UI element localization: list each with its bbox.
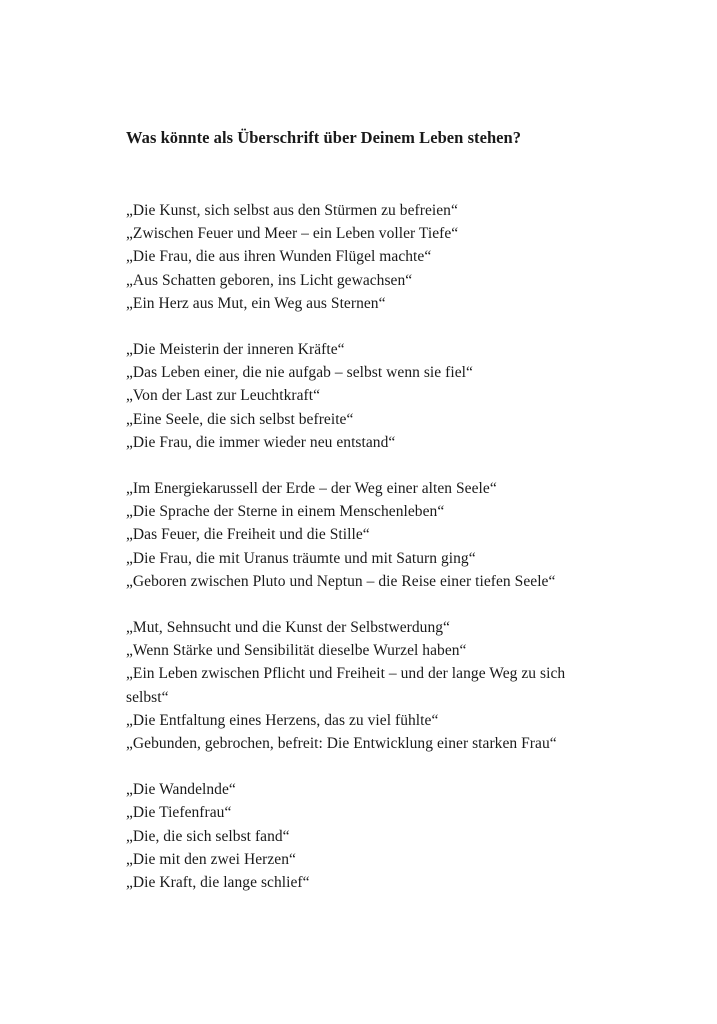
suggestion-line: „Das Leben einer, die nie aufgab – selbst wenn sie fiel“ (126, 364, 473, 382)
suggestion-line: „Die Entfaltung eines Herzens, das zu viel fühlte“ (126, 711, 439, 729)
suggestion-line: „Von der Last zur Leuchtkraft“ (126, 387, 321, 405)
suggestion-line: „Die Frau, die immer wieder neu entstand“ (126, 433, 396, 451)
suggestion-line: „Das Feuer, die Freiheit und die Stille“ (126, 526, 370, 544)
suggestion-line: „Wenn Stärke und Sensibilität dieselbe Wurzel haben“ (126, 642, 467, 660)
suggestion-line: „Ein Herz aus Mut, ein Weg aus Sternen“ (126, 294, 386, 312)
suggestion-line: „Die Meisterin der inneren Kräfte“ (126, 341, 345, 359)
suggestion-line: „Zwischen Feuer und Meer – ein Leben voller Tiefe“ (126, 225, 459, 243)
suggestion-line: „Die, die sich selbst fand“ (126, 827, 290, 845)
suggestion-line: „Im Energiekarussell der Erde – der Weg einer alten Seele“ (126, 480, 497, 498)
suggestion-line: „Die Frau, die mit Uranus träumte und mit Saturn ging“ (126, 549, 476, 567)
suggestion-line: „Eine Seele, die sich selbst befreite“ (126, 410, 354, 428)
stanza-3 (126, 477, 606, 593)
stanza-2 (126, 338, 606, 454)
suggestion-line: „Die Frau, die aus ihren Wunden Flügel machte“ (126, 248, 432, 266)
suggestion-line: „Die Wandelnde“ (126, 781, 236, 799)
suggestion-line: „Mut, Sehnsucht und die Kunst der Selbstwerdung“ (126, 619, 450, 637)
stanza-1 (126, 199, 606, 315)
stanza-4 (126, 616, 606, 755)
suggestion-line: „Aus Schatten geboren, ins Licht gewachsen“ (126, 271, 413, 289)
suggestion-line: „Geboren zwischen Pluto und Neptun – die Reise einer tiefen Seele“ (126, 572, 556, 590)
suggestion-line: „Ein Leben zwischen Pflicht und Freiheit – und der lange Weg zu sich selbst“ (126, 665, 566, 706)
suggestion-line: „Die mit den zwei Herzen“ (126, 850, 296, 868)
suggestion-line: „Die Tiefenfrau“ (126, 804, 232, 822)
suggestion-line: „Gebunden, gebrochen, befreit: Die Entwicklung einer starken Frau“ (126, 735, 557, 753)
suggestion-line: „Die Kunst, sich selbst aus den Stürmen zu befreien“ (126, 202, 458, 219)
suggestion-line: „Die Kraft, die lange schlief“ (126, 874, 310, 892)
suggestion-line: „Die Sprache der Sterne in einem Menschenleben“ (126, 503, 445, 521)
page-title: Was könnte als Überschrift über Deinem Leben stehen? (126, 128, 522, 147)
title-suggestions (126, 199, 606, 917)
stanza-5 (126, 778, 606, 894)
